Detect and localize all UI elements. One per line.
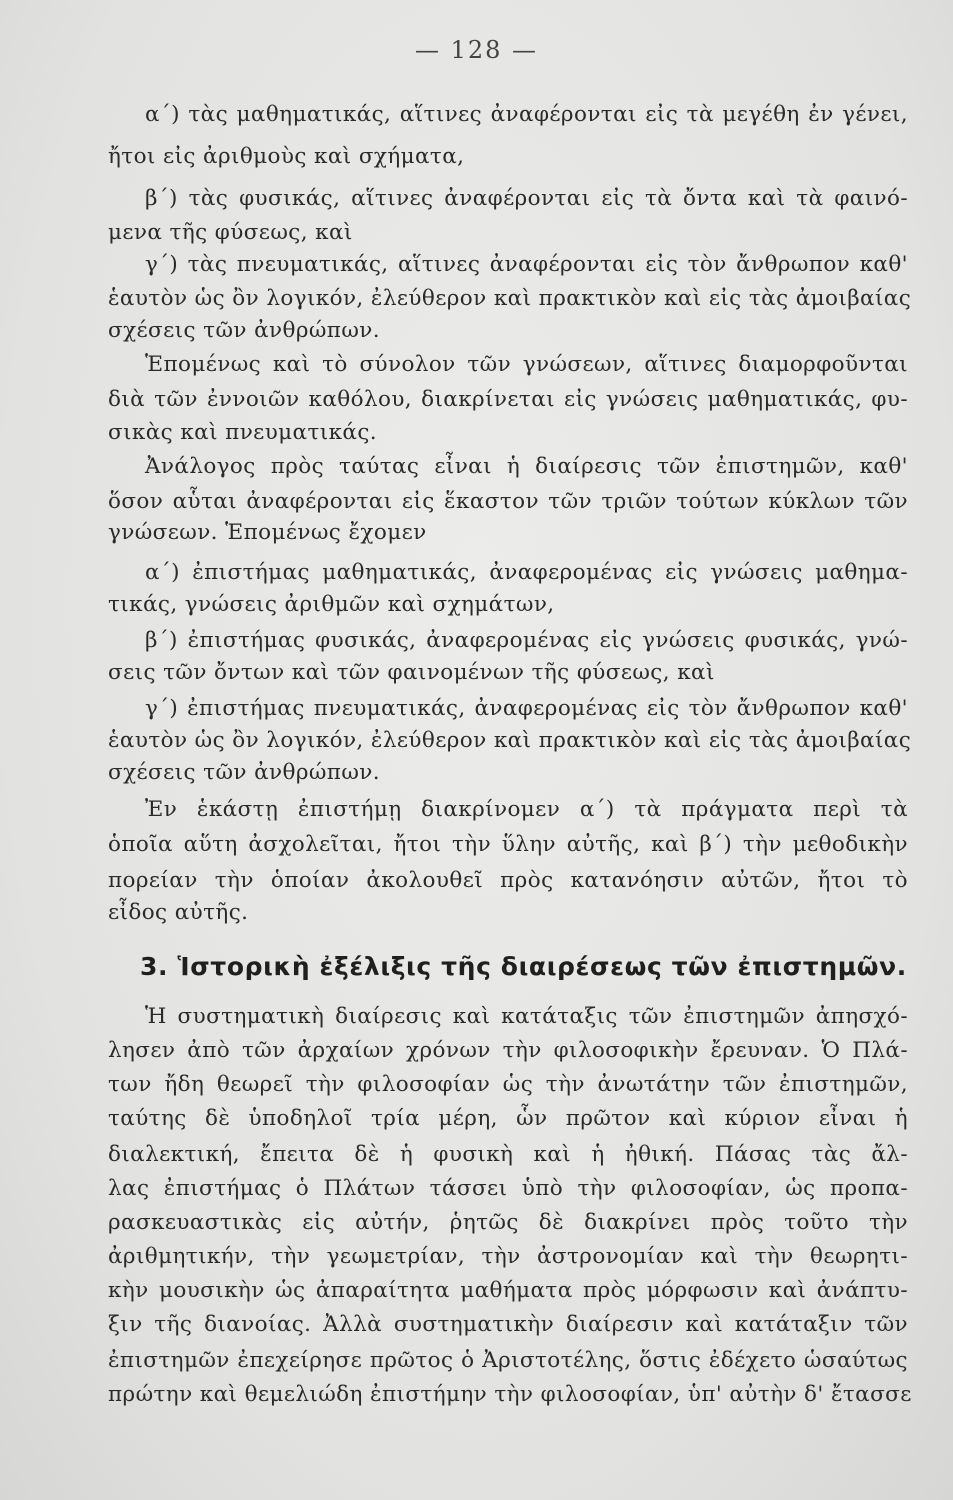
text-line: διαλεκτική, ἔπειτα δὲ ἡ φυσικὴ καὶ ἡ ἠθική. Πάσας τὰς ἄλ- — [108, 1142, 908, 1167]
text-line: σχέσεις τῶν ἀνθρώπων. — [108, 760, 380, 785]
text-line: ἑαυτὸν ὡς ὂν λογικόν, ἐλεύθερον καὶ πρακτικὸν καὶ εἰς τὰς ἀμοιβαίας — [108, 286, 912, 311]
text-line: Ἑπομένως καὶ τὸ σύνολον τῶν γνώσεων, αἵτινες διαμορφοῦνται — [145, 352, 908, 377]
text-line: γνώσεων. Ἑπομένως ἔχομεν — [108, 520, 427, 545]
text-line: σικὰς καὶ πνευματικάς. — [108, 420, 378, 445]
text-line: Ἡ συστηματικὴ διαίρεσις καὶ κατάταξις τῶν ἐπιστημῶν ἀπησχό- — [145, 1004, 908, 1029]
text-line: μενα τῆς φύσεως, καὶ — [108, 220, 353, 245]
text-line: ἤτοι εἰς ἀριθμοὺς καὶ σχήματα, — [108, 144, 465, 169]
text-line: Ἀνάλογος πρὸς ταύτας εἶναι ἡ διαίρεσις τῶν ἐπιστημῶν, καθ' — [145, 454, 908, 479]
text-line: ταύτης δὲ ὑποδηλοῖ τρία μέρη, ὧν πρῶτον καὶ κύριον εἶναι ἡ — [108, 1106, 908, 1131]
text-line: α΄) τὰς μαθηματικάς, αἵτινες ἀναφέρονται εἰς τὰ μεγέθη ἐν γένει, — [145, 102, 908, 127]
text-line: ρασκευαστικὰς εἰς αὐτήν, ῥητῶς δὲ διακρίνει πρὸς τοῦτο τὴν — [108, 1210, 908, 1235]
text-line: λας ἐπιστήμας ὁ Πλάτων τάσσει ὑπὸ τὴν φιλοσοφίαν, ὡς προπα- — [108, 1176, 908, 1201]
text-line: ξιν τῆς διανοίας. Ἀλλὰ συστηματικὴν διαίρεσιν καὶ κατάταξιν τῶν — [108, 1312, 908, 1337]
text-line: των ἤδη θεωρεῖ τὴν φιλοσοφίαν ὡς τὴν ἀνωτάτην τῶν ἐπιστημῶν, — [108, 1072, 908, 1097]
text-line: τικάς, γνώσεις ἀριθμῶν καὶ σχημάτων, — [108, 592, 555, 617]
text-line: ἀριθμητικήν, τὴν γεωμετρίαν, τὴν ἀστρονομίαν καὶ τὴν θεωρητι- — [108, 1244, 908, 1269]
text-line: διὰ τῶν ἐννοιῶν καθόλου, διακρίνεται εἰς γνώσεις μαθηματικάς, φυ- — [108, 387, 908, 412]
text-line: σεις τῶν ὄντων καὶ τῶν φαινομένων τῆς φύσεως, καὶ — [108, 660, 715, 685]
text-line: σχέσεις τῶν ἀνθρώπων. — [108, 318, 380, 343]
text-line: πορείαν τὴν ὁποίαν ἀκολουθεῖ πρὸς κατανόησιν αὐτῶν, ἤτοι τὸ — [108, 868, 908, 893]
section-heading: 3. Ἱστορικὴ ἐξέλιξις τῆς διαιρέσεως τῶν ἐπιστημῶν. — [140, 952, 907, 981]
text-line: ἐπιστημῶν ἐπεχείρησε πρῶτος ὁ Ἀριστοτέλης, ὅστις ἐδέχετο ὡσαύτως — [108, 1348, 908, 1373]
text-line: β΄) ἐπιστήμας φυσικάς, ἀναφερομένας εἰς γνώσεις φυσικάς, γνώ- — [145, 628, 908, 653]
text-line: ἑαυτὸν ὡς ὂν λογικόν, ἐλεύθερον καὶ πρακτικὸν καὶ εἰς τὰς ἀμοιβαίας — [108, 728, 912, 753]
text-line: α΄) ἐπιστήμας μαθηματικάς, ἀναφερομένας εἰς γνώσεις μαθημα- — [145, 560, 908, 585]
text-line: εἶδος αὐτῆς. — [108, 900, 249, 925]
text-line: β΄) τὰς φυσικάς, αἵτινες ἀναφέρονται εἰς τὰ ὄντα καὶ τὰ φαινό- — [145, 186, 908, 211]
text-line: κὴν μουσικὴν ὡς ἀπαραίτητα μαθήματα πρὸς μόρφωσιν καὶ ἀνάπτυ- — [108, 1278, 908, 1303]
text-line: γ΄) ἐπιστήμας πνευματικάς, ἀναφερομένας εἰς τὸν ἄνθρωπον καθ' — [145, 696, 908, 721]
text-line: ὅσον αὗται ἀναφέρονται εἰς ἕκαστον τῶν τριῶν τούτων κύκλων τῶν — [108, 489, 908, 514]
page-number: — 128 — — [414, 36, 539, 64]
text-line: γ΄) τὰς πνευματικάς, αἵτινες ἀναφέρονται εἰς τὸν ἄνθρωπον καθ' — [145, 252, 908, 277]
text-line: Ἐν ἑκάστῃ ἐπιστήμῃ διακρίνομεν α΄) τὰ πράγματα περὶ τὰ — [145, 797, 908, 822]
text-line: πρώτην καὶ θεμελιώδη ἐπιστήμην τὴν φιλοσοφίαν, ὑπ' αὐτὴν δ' ἔτασσε — [108, 1382, 912, 1407]
text-line: ὁποῖα αὕτη ἀσχολεῖται, ἤτοι τὴν ὕλην αὐτῆς, καὶ β΄) τὴν μεθοδικὴν — [108, 832, 908, 857]
text-line: λησεν ἀπὸ τῶν ἀρχαίων χρόνων τὴν φιλοσοφικὴν ἔρευναν. Ὁ Πλά- — [108, 1038, 908, 1063]
